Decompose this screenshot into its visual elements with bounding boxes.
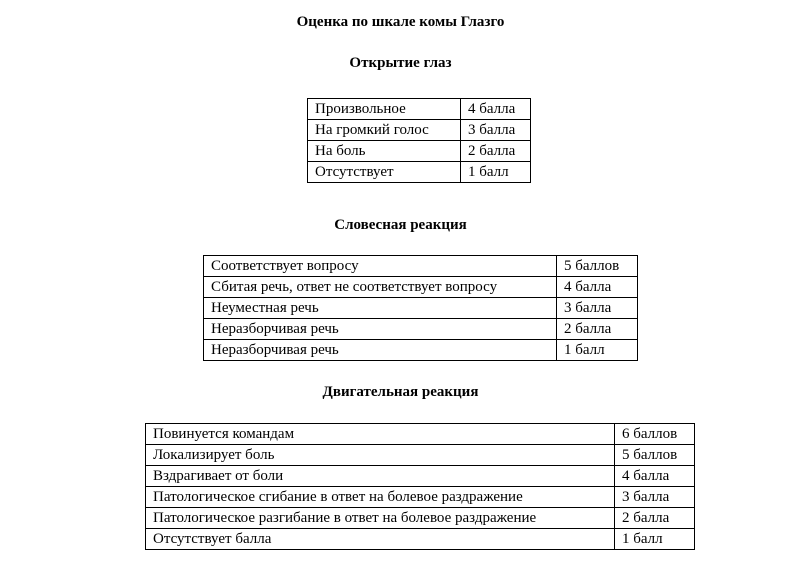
row-score: 4 балла [557,277,638,298]
row-score: 3 балла [557,298,638,319]
row-score: 1 балл [461,162,531,183]
row-label: На боль [308,141,461,162]
row-score: 2 балла [557,319,638,340]
row-score: 3 балла [615,487,695,508]
row-score: 5 баллов [615,445,695,466]
section-heading-verbal-response: Словесная реакция [334,217,467,233]
table-row [146,445,695,466]
row-score: 1 балл [557,340,638,361]
table-row [204,277,638,298]
table-row [204,319,638,340]
row-label: Сбитая речь, ответ не соответствует вопросу [204,277,557,298]
row-label: Локализирует боль [146,445,615,466]
table-row [308,162,531,183]
row-label: Неразборчивая речь [204,319,557,340]
row-label: Соответствует вопросу [204,256,557,277]
row-label: Патологическое сгибание в ответ на болевое раздражение [146,487,615,508]
row-score: 2 балла [615,508,695,529]
table-row [308,120,531,141]
row-score: 4 балла [461,99,531,120]
row-label: Повинуется командам [146,424,615,445]
page-title: Оценка по шкале комы Глазго [296,14,505,30]
row-label: Отсутствует балла [146,529,615,550]
row-label: Произвольное [308,99,461,120]
row-score: 4 балла [615,466,695,487]
row-score: 6 баллов [615,424,695,445]
table-row [146,529,695,550]
row-label: На громкий голос [308,120,461,141]
table-row [146,424,695,445]
verbal-response-table [203,255,638,361]
table-row [146,466,695,487]
row-score: 3 балла [461,120,531,141]
table-row [204,298,638,319]
table-row [204,256,638,277]
table-row [146,508,695,529]
row-score: 1 балл [615,529,695,550]
row-label: Неуместная речь [204,298,557,319]
table-row [308,99,531,120]
table-row [308,141,531,162]
motor-response-table [145,423,695,550]
row-label: Неразборчивая речь [204,340,557,361]
row-label: Патологическое разгибание в ответ на болевое раздражение [146,508,615,529]
row-score: 2 балла [461,141,531,162]
row-label: Отсутствует [308,162,461,183]
row-label: Вздрагивает от боли [146,466,615,487]
row-score: 5 баллов [557,256,638,277]
table-row [146,487,695,508]
table-row [204,340,638,361]
eye-opening-table [307,98,531,183]
section-heading-eye-opening: Открытие глаз [349,55,452,71]
section-heading-motor-response: Двигательная реакция [322,384,479,400]
